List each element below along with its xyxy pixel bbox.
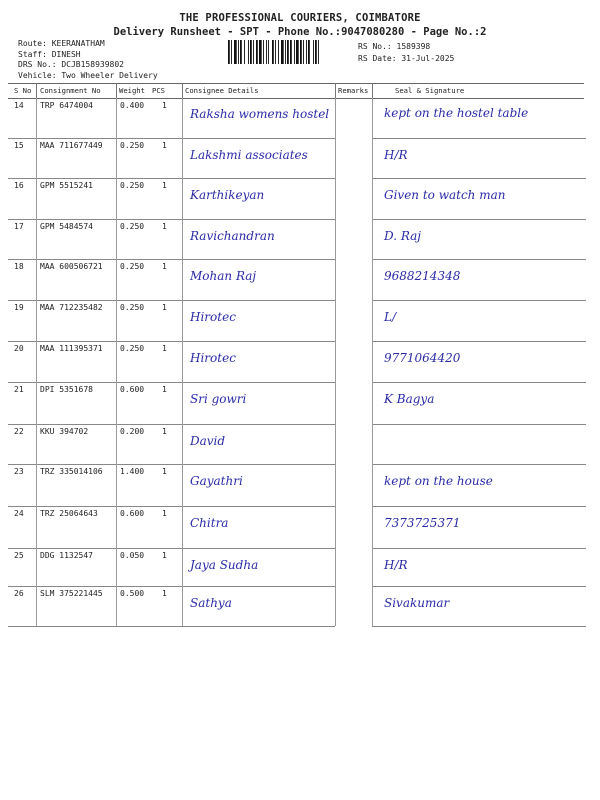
barcode-bar <box>300 40 302 64</box>
col-divider <box>335 83 336 98</box>
row-separator <box>8 506 182 507</box>
sno-cell: 20 <box>14 344 24 353</box>
col-divider <box>116 300 117 341</box>
consignment-cell: SLM 375221445 <box>40 589 103 598</box>
col-divider <box>182 548 183 586</box>
barcode-bar <box>281 40 284 64</box>
seal-signature-handwriting: H/R <box>384 558 408 572</box>
row-separator <box>372 424 586 425</box>
col-divider <box>182 138 183 178</box>
col-divider <box>335 464 336 506</box>
barcode-bar <box>253 40 254 64</box>
row-separator <box>8 586 182 587</box>
barcode-bar <box>259 40 262 64</box>
pcs-cell: 1 <box>162 141 167 150</box>
route-text: Route: KEERANATHAM <box>18 39 105 48</box>
col-divider <box>372 382 373 424</box>
weight-cell: 0.500 <box>120 589 145 598</box>
row-separator <box>182 586 335 587</box>
row-separator <box>182 259 335 260</box>
col-divider <box>335 506 336 548</box>
col-divider <box>372 586 373 626</box>
col-divider <box>182 586 183 626</box>
col-divider <box>335 219 336 259</box>
barcode-bar <box>240 40 242 64</box>
col-divider <box>182 464 183 506</box>
weight-cell: 0.250 <box>120 303 145 312</box>
consignee-handwriting: Mohan Raj <box>190 269 257 283</box>
consignment-cell: GPM 5515241 <box>40 181 93 190</box>
barcode-bar <box>303 40 304 64</box>
row-separator <box>182 138 335 139</box>
col-header-pcs: PCS <box>152 86 165 95</box>
col-divider <box>182 219 183 259</box>
barcode-bar <box>290 40 292 64</box>
col-header-weight: Weight <box>119 86 145 95</box>
row-separator <box>8 382 182 383</box>
row-separator <box>372 586 586 587</box>
pcs-cell: 1 <box>162 551 167 560</box>
col-divider <box>182 424 183 464</box>
col-divider <box>116 83 117 98</box>
row-separator <box>182 506 335 507</box>
row-separator <box>182 626 335 627</box>
row-separator <box>372 506 586 507</box>
row-separator <box>372 300 586 301</box>
pcs-cell: 1 <box>162 344 167 353</box>
col-divider <box>116 382 117 424</box>
col-divider <box>372 300 373 341</box>
consignment-cell: TRZ 335014106 <box>40 467 103 476</box>
barcode-image <box>228 40 340 64</box>
seal-signature-handwriting: 9688214348 <box>384 269 461 283</box>
barcode-bar <box>278 40 279 64</box>
col-divider <box>335 548 336 586</box>
consignment-cell: DDG 1132547 <box>40 551 93 560</box>
row-separator <box>182 382 335 383</box>
seal-signature-handwriting: 9771064420 <box>384 351 461 365</box>
row-separator <box>182 219 335 220</box>
barcode-bar <box>308 40 310 64</box>
barcode-bar <box>231 40 232 64</box>
col-divider <box>335 98 336 138</box>
col-divider <box>372 98 373 138</box>
runsheet-meta-left <box>18 39 158 81</box>
consignee-handwriting: Hirotec <box>190 351 236 365</box>
row-separator <box>372 138 586 139</box>
col-header-sno: S No <box>14 86 32 95</box>
col-divider <box>182 98 183 138</box>
col-divider <box>335 341 336 382</box>
weight-cell: 0.200 <box>120 427 145 436</box>
staff-text: Staff: DINESH <box>18 49 81 59</box>
col-divider <box>116 219 117 259</box>
row-separator <box>372 382 586 383</box>
sno-cell: 23 <box>14 467 24 476</box>
col-divider <box>36 341 37 382</box>
col-divider <box>36 219 37 259</box>
barcode-bar <box>275 40 276 64</box>
col-divider <box>372 506 373 548</box>
sno-cell: 18 <box>14 262 24 271</box>
row-separator <box>8 548 182 549</box>
col-divider <box>116 424 117 464</box>
row-separator <box>8 424 182 425</box>
row-separator <box>182 424 335 425</box>
col-divider <box>36 464 37 506</box>
pcs-cell: 1 <box>162 262 167 271</box>
pcs-cell: 1 <box>162 385 167 394</box>
weight-cell: 0.600 <box>120 509 145 518</box>
col-divider <box>372 259 373 300</box>
header-bottom-rule <box>8 98 584 99</box>
consignment-cell: MAA 711677449 <box>40 141 103 150</box>
weight-cell: 0.050 <box>120 551 145 560</box>
consignment-cell: TRZ 25064643 <box>40 509 98 518</box>
seal-signature-handwriting: D. Raj <box>384 229 422 243</box>
col-divider <box>335 382 336 424</box>
row-separator <box>372 548 586 549</box>
col-divider <box>372 219 373 259</box>
col-divider <box>335 259 336 300</box>
row-separator <box>8 259 182 260</box>
weight-cell: 0.250 <box>120 222 145 231</box>
barcode-bar <box>263 40 264 64</box>
rs-date-text: RS Date: 31-Jul-2025 <box>358 54 455 63</box>
consignee-handwriting: Karthikeyan <box>190 188 265 202</box>
col-divider <box>335 138 336 178</box>
seal-signature-handwriting: L/ <box>384 310 397 324</box>
rs-no-text: RS No.: 1589398 <box>358 42 431 51</box>
row-separator <box>8 219 182 220</box>
barcode-bar <box>287 40 289 64</box>
col-divider <box>182 341 183 382</box>
row-separator <box>8 464 182 465</box>
runsheet-title: Delivery Runsheet - SPT - Phone No.:9047080280 - Page No.:2 <box>113 26 487 38</box>
col-divider <box>182 178 183 219</box>
runsheet-meta-right <box>358 41 454 65</box>
consignment-cell: TRP 6474004 <box>40 101 93 110</box>
pcs-cell: 1 <box>162 181 167 190</box>
row-separator <box>372 259 586 260</box>
header-top-rule <box>8 83 584 84</box>
col-divider <box>36 382 37 424</box>
consignee-handwriting: Sri gowri <box>190 392 247 406</box>
sno-cell: 22 <box>14 427 24 436</box>
sno-cell: 15 <box>14 141 24 150</box>
col-divider <box>182 83 183 98</box>
col-header-consignment: Consignment No <box>40 86 101 95</box>
col-divider <box>116 464 117 506</box>
barcode-bar <box>268 40 269 64</box>
vehicle-text: Vehicle: Two Wheeler Delivery <box>18 70 158 80</box>
col-divider <box>116 259 117 300</box>
barcode-bar <box>250 40 252 64</box>
barcode-bar <box>272 40 274 64</box>
col-header-consignee: Consignee Details <box>185 86 259 95</box>
col-divider <box>182 259 183 300</box>
col-divider <box>36 506 37 548</box>
consignee-handwriting: Jaya Sudha <box>190 558 259 572</box>
consignment-cell: DPI 5351678 <box>40 385 93 394</box>
pcs-cell: 1 <box>162 427 167 436</box>
col-divider <box>36 586 37 626</box>
barcode-bar <box>313 40 314 64</box>
col-divider <box>335 424 336 464</box>
col-header-remarks: Remarks <box>338 86 369 95</box>
weight-cell: 0.600 <box>120 385 145 394</box>
pcs-cell: 1 <box>162 303 167 312</box>
seal-signature-handwriting: Given to watch man <box>384 188 506 202</box>
barcode-bar <box>285 40 286 64</box>
consignee-handwriting: David <box>190 434 226 448</box>
weight-cell: 0.250 <box>120 262 145 271</box>
barcode-bar <box>256 40 258 64</box>
pcs-cell: 1 <box>162 509 167 518</box>
col-divider <box>182 506 183 548</box>
col-divider <box>116 178 117 219</box>
row-separator <box>182 548 335 549</box>
consignment-cell: GPM 5484574 <box>40 222 93 231</box>
seal-signature-handwriting: H/R <box>384 148 408 162</box>
sno-cell: 26 <box>14 589 24 598</box>
sno-cell: 21 <box>14 385 24 394</box>
sno-cell: 16 <box>14 181 24 190</box>
barcode-bar <box>318 40 319 64</box>
sno-cell: 19 <box>14 303 24 312</box>
barcode-bar <box>266 40 267 64</box>
consignee-handwriting: Sathya <box>190 596 232 610</box>
row-separator <box>372 178 586 179</box>
col-divider <box>36 98 37 138</box>
col-divider <box>36 138 37 178</box>
sno-cell: 14 <box>14 101 24 110</box>
row-separator <box>182 178 335 179</box>
consignee-handwriting: Hirotec <box>190 310 236 324</box>
row-separator <box>8 138 182 139</box>
barcode-bar <box>244 40 245 64</box>
row-separator <box>182 300 335 301</box>
row-separator <box>8 178 182 179</box>
seal-signature-handwriting: 7373725371 <box>384 516 461 530</box>
col-divider <box>116 341 117 382</box>
barcode-bar <box>294 40 295 64</box>
col-divider <box>372 424 373 464</box>
col-divider <box>372 464 373 506</box>
consignment-cell: KKU 394702 <box>40 427 89 436</box>
barcode-bar <box>238 40 239 64</box>
col-divider <box>372 548 373 586</box>
col-divider <box>116 506 117 548</box>
weight-cell: 0.400 <box>120 101 145 110</box>
consignee-handwriting: Lakshmi associates <box>190 148 308 162</box>
seal-signature-handwriting: kept on the hostel table <box>384 106 529 120</box>
consignee-handwriting: Gayathri <box>190 474 243 488</box>
col-divider <box>36 424 37 464</box>
sno-cell: 17 <box>14 222 24 231</box>
consignee-handwriting: Ravichandran <box>190 229 275 243</box>
row-separator <box>182 341 335 342</box>
col-divider <box>116 586 117 626</box>
seal-signature-handwriting: Sivakumar <box>384 596 450 610</box>
company-title: THE PROFESSIONAL COURIERS, COIMBATORE <box>179 12 421 24</box>
drs-text: DRS No.: DCJB158939802 <box>18 60 124 69</box>
col-divider <box>335 586 336 626</box>
consignee-handwriting: Raksha womens hostel <box>190 107 330 121</box>
barcode-bar <box>228 40 230 64</box>
barcode-bar <box>234 40 237 64</box>
row-separator <box>8 300 182 301</box>
seal-signature-handwriting: K Bagya <box>384 392 435 406</box>
pcs-cell: 1 <box>162 222 167 231</box>
row-separator <box>372 626 586 627</box>
col-divider <box>116 548 117 586</box>
sno-cell: 24 <box>14 509 24 518</box>
col-divider <box>116 98 117 138</box>
weight-cell: 0.250 <box>120 344 145 353</box>
weight-cell: 0.250 <box>120 141 145 150</box>
row-separator <box>372 464 586 465</box>
col-divider <box>36 259 37 300</box>
pcs-cell: 1 <box>162 101 167 110</box>
consignment-cell: MAA 712235482 <box>40 303 103 312</box>
barcode-bar <box>296 40 299 64</box>
seal-signature-handwriting: kept on the house <box>384 474 493 488</box>
col-divider <box>116 138 117 178</box>
barcode-bar <box>315 40 317 64</box>
col-divider <box>36 178 37 219</box>
col-divider <box>335 300 336 341</box>
col-divider <box>372 178 373 219</box>
consignee-handwriting: Chitra <box>190 516 229 530</box>
consignment-cell: MAA 111395371 <box>40 344 103 353</box>
consignment-cell: MAA 600506721 <box>40 262 103 271</box>
weight-cell: 0.250 <box>120 181 145 190</box>
barcode-bar <box>248 40 249 64</box>
col-divider <box>372 138 373 178</box>
pcs-cell: 1 <box>162 467 167 476</box>
row-separator <box>372 341 586 342</box>
col-divider <box>36 83 37 98</box>
col-divider <box>335 178 336 219</box>
pcs-cell: 1 <box>162 589 167 598</box>
row-separator <box>8 341 182 342</box>
row-separator <box>182 464 335 465</box>
sno-cell: 25 <box>14 551 24 560</box>
col-divider <box>182 300 183 341</box>
row-separator <box>372 219 586 220</box>
weight-cell: 1.400 <box>120 467 145 476</box>
col-divider <box>372 341 373 382</box>
barcode-bar <box>306 40 307 64</box>
col-divider <box>36 548 37 586</box>
col-divider <box>36 300 37 341</box>
row-separator <box>8 626 182 627</box>
col-header-seal: Seal & Signature <box>395 86 465 95</box>
col-divider <box>182 382 183 424</box>
col-divider <box>372 83 373 98</box>
